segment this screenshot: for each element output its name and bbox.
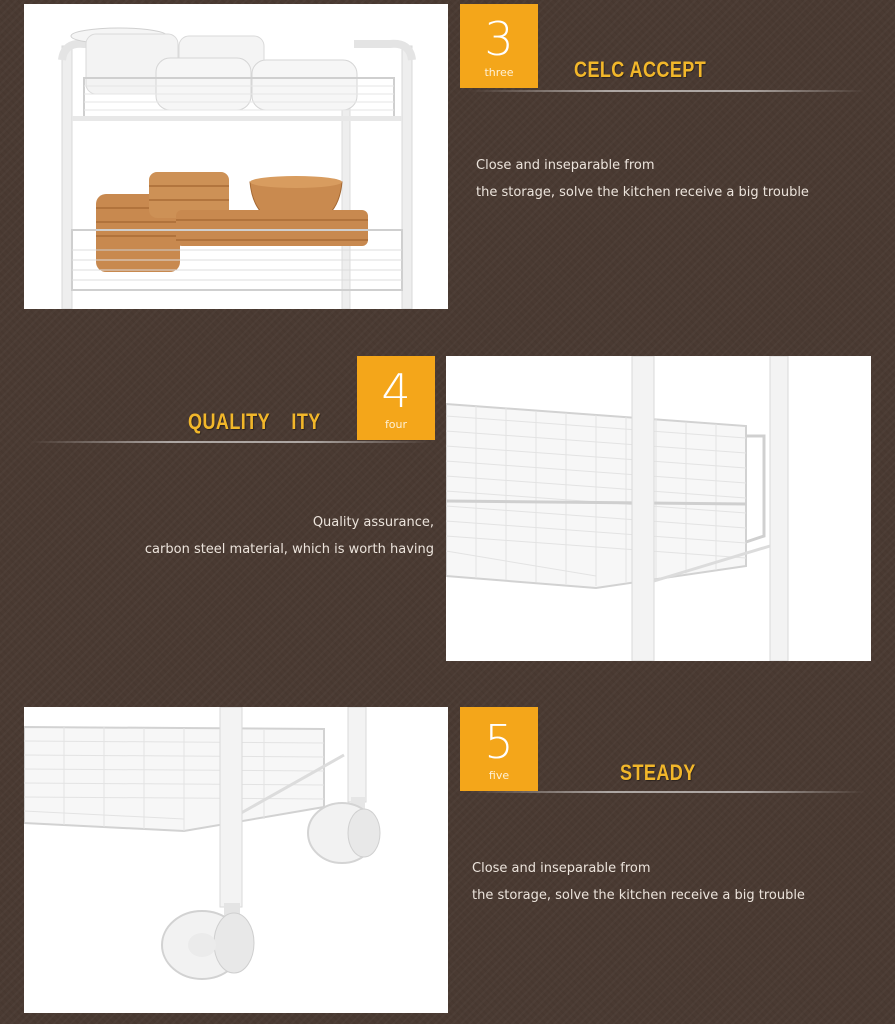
section-heading: STEADY bbox=[620, 760, 696, 785]
description-line: Close and inseparable from bbox=[476, 158, 655, 173]
caster-wheels-closeup-image bbox=[24, 707, 448, 1013]
description-line: the storage, solve the kitchen receive a big trouble bbox=[476, 185, 809, 200]
step-badge-4 bbox=[357, 356, 435, 440]
description-line: Close and inseparable from bbox=[472, 861, 651, 876]
description-line: carbon steel material, which is worth having bbox=[144, 542, 434, 557]
step-number-word: three bbox=[484, 66, 514, 79]
step-number-word: four bbox=[384, 418, 408, 431]
step-number: 4 bbox=[381, 364, 411, 418]
section-heading: CELC ACCEPT bbox=[574, 57, 707, 82]
divider-line bbox=[470, 90, 865, 92]
step-badge-5 bbox=[460, 707, 538, 791]
section-heading: QUALITY ITY bbox=[188, 409, 321, 434]
step-number: 3 bbox=[484, 12, 514, 66]
description-line: Quality assurance, bbox=[312, 515, 434, 530]
step-badge-3 bbox=[460, 4, 538, 88]
step-number-word: five bbox=[488, 769, 510, 782]
section-description bbox=[472, 855, 805, 909]
divider-line bbox=[470, 791, 865, 793]
section-description bbox=[476, 152, 809, 206]
divider-line bbox=[30, 441, 430, 443]
description-line: the storage, solve the kitchen receive a big trouble bbox=[472, 888, 805, 903]
step-number: 5 bbox=[484, 715, 514, 769]
mesh-basket-closeup-image bbox=[446, 356, 871, 661]
kitchen-cart-with-bowls-image bbox=[24, 4, 448, 309]
section-description bbox=[145, 509, 434, 563]
